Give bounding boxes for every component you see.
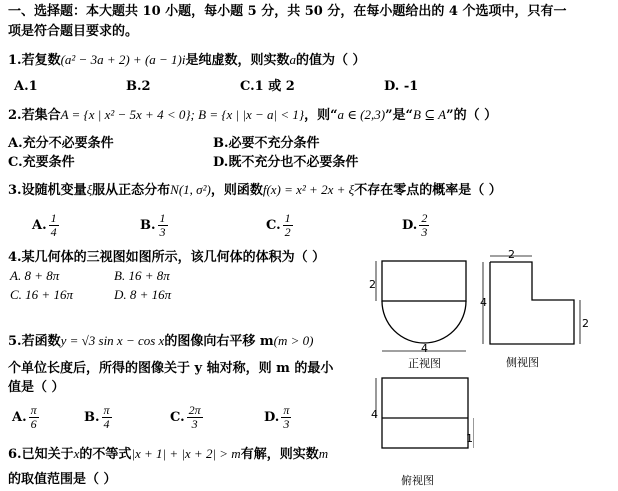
side-view-figure <box>478 250 590 350</box>
top-view-figure <box>370 374 474 454</box>
question-3-option-d[interactable]: D. $\frac{2}{3}$ <box>402 211 428 239</box>
front-view-caption: 正视图 <box>408 357 441 370</box>
front-width-label: 4 <box>421 342 428 355</box>
question-4-option-a[interactable]: A. 8 + 8π <box>10 268 60 283</box>
question-1-option-b[interactable]: B.2 <box>126 79 151 94</box>
question-3-option-c[interactable]: C. $\frac{1}{2}$ <box>266 211 291 239</box>
question-4-option-c[interactable]: C. 16 + 16π <box>10 287 73 302</box>
question-4-option-d[interactable]: D. 8 + 16π <box>114 287 172 302</box>
question-4-option-b[interactable]: B. 16 + 8π <box>114 268 170 283</box>
question-5-stem: 5.若函数y = √3 sin x − cos x的图像向右平移 m(m > 0) <box>8 333 314 349</box>
question-1-stem: 1.若复数(a² − 3a + 2) + (a − 1)i是纯虚数，则实数a的值为（ ） <box>8 52 366 68</box>
question-2-stem: 2.若集合A = {x | x² − 5x + 4 < 0}; B = {x | |x − a| < 1}，则“a ∈ (2,3)”是“B ⊆ A”的（ ） <box>8 107 498 123</box>
front-height-label: 2 <box>369 278 376 291</box>
front-view-semicircle <box>382 301 466 343</box>
question-5-option-b[interactable]: B. $\frac{\pi}{4}$ <box>84 403 110 431</box>
question-2-option-a[interactable]: A.充分不必要条件 <box>8 136 114 151</box>
question-5-line2: 个单位长度后，所得的图像关于 y 轴对称，则 m 的最小 <box>8 361 334 376</box>
section-header-line1: 一、选择题：本大题共 10 小题，每小题 5 分，共 50 分，在每小题给出的 4 个选项中，只有一 <box>8 4 567 19</box>
top-view-rect <box>382 378 468 448</box>
question-5-option-c[interactable]: C. $\frac{2\pi}{3}$ <box>170 403 201 431</box>
question-3-option-b[interactable]: B. $\frac{1}{3}$ <box>140 211 166 239</box>
question-3-stem: 3.设随机变量ξ服从正态分布N(1, σ²)，则函数f(x) = x² + 2x + ξ不存在零点的概率是（ ） <box>8 182 502 198</box>
question-5-option-d[interactable]: D. $\frac{\pi}{3}$ <box>264 403 290 431</box>
side-right-label: 2 <box>582 317 589 330</box>
question-5-line3: 值是（ ） <box>8 380 65 395</box>
section-header-line2: 项是符合题目要求的。 <box>8 24 139 39</box>
question-1-option-c[interactable]: C.1 或 2 <box>240 79 295 94</box>
front-view-rect <box>382 261 466 301</box>
top-upper-label: 4 <box>371 408 378 421</box>
side-view-caption: 侧视图 <box>506 356 539 369</box>
side-height-label: 4 <box>480 296 487 309</box>
question-4-stem: 4.某几何体的三视图如图所示，该几何体的体积为（ ） <box>8 250 326 265</box>
side-view-outline <box>490 262 574 344</box>
question-2-option-b[interactable]: B.必要不充分条件 <box>213 136 320 151</box>
top-lower-label: 1 <box>466 432 473 445</box>
question-2-option-c[interactable]: C.充要条件 <box>8 155 75 170</box>
question-1-option-d[interactable]: D. -1 <box>384 79 419 94</box>
question-2-option-d[interactable]: D.既不充分也不必要条件 <box>213 155 359 170</box>
question-3-option-a[interactable]: A. $\frac{1}{4}$ <box>32 211 57 239</box>
side-top-label: 2 <box>508 248 515 261</box>
question-6-line2: 的取值范围是（ ） <box>8 472 117 487</box>
question-6-stem: 6.已知关于x的不等式|x + 1| + |x + 2| > m有解，则实数m <box>8 446 329 462</box>
top-view-caption: 俯视图 <box>401 474 434 487</box>
question-1-option-a[interactable]: A.1 <box>14 79 38 94</box>
question-5-option-a[interactable]: A. $\frac{\pi}{6}$ <box>12 403 37 431</box>
